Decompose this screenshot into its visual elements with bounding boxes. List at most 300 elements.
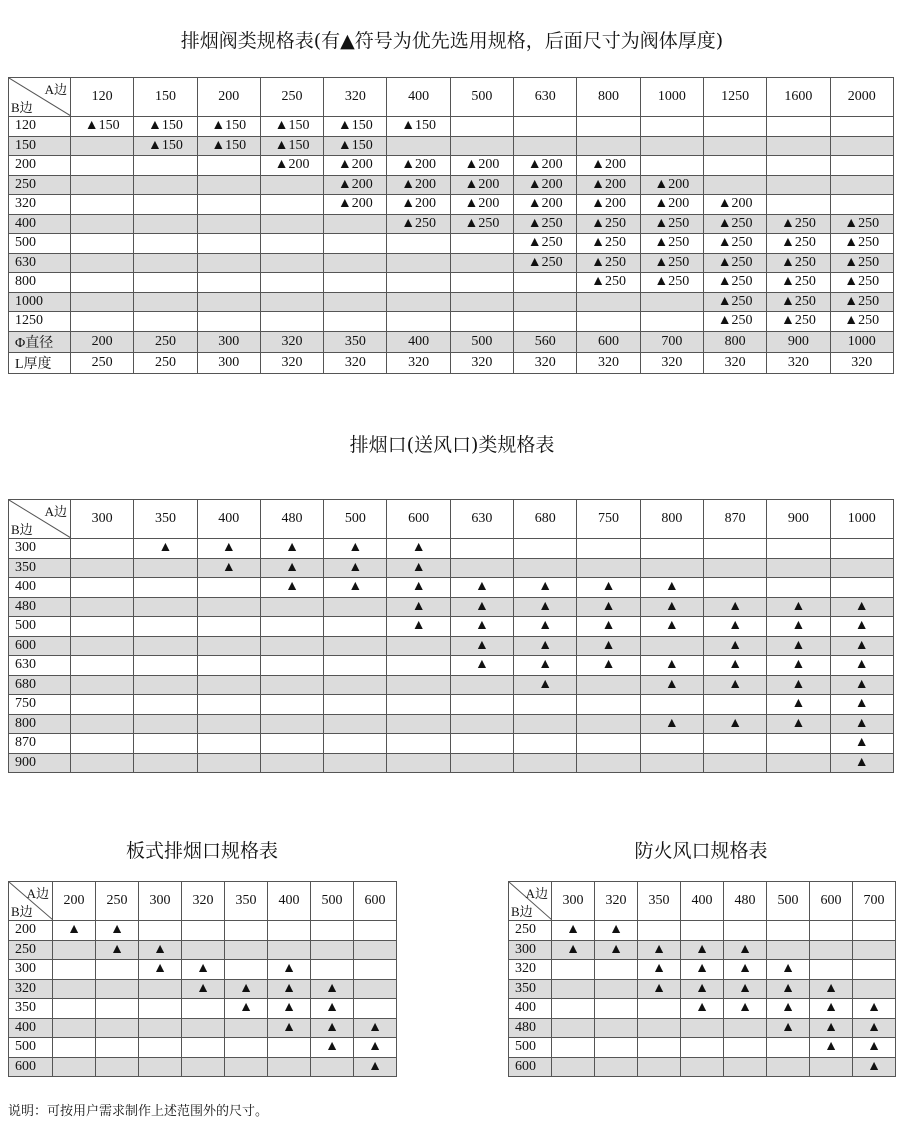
spec-mark-cell: ▲200	[514, 175, 577, 195]
spec-mark-cell: ▲	[767, 597, 830, 617]
spec-mark-cell: ▲200	[387, 195, 450, 215]
row-header: 500	[509, 1038, 552, 1058]
empty-cell	[197, 753, 260, 773]
row-header: 500	[9, 234, 71, 254]
empty-cell	[260, 175, 323, 195]
spec-mark-cell: ▲	[182, 960, 225, 980]
empty-cell	[96, 999, 139, 1019]
empty-cell	[640, 136, 703, 156]
empty-cell	[767, 175, 830, 195]
a-side-label: A边	[26, 886, 49, 901]
empty-cell	[552, 1038, 595, 1058]
column-header: 320	[182, 882, 225, 921]
spec-mark-cell: ▲250	[514, 234, 577, 254]
spec-mark-cell: ▲	[387, 597, 450, 617]
empty-cell	[450, 234, 513, 254]
spec-mark-cell: ▲200	[703, 195, 766, 215]
table-row	[9, 539, 894, 559]
empty-cell	[450, 292, 513, 312]
empty-cell	[577, 714, 640, 734]
empty-cell	[387, 136, 450, 156]
empty-cell	[387, 753, 450, 773]
empty-cell	[577, 695, 640, 715]
spec-mark-cell: ▲	[640, 656, 703, 676]
row-header: 320	[9, 195, 71, 215]
table-row	[509, 1057, 896, 1077]
row-header: 500	[9, 1038, 53, 1058]
empty-cell	[225, 1057, 268, 1077]
spec-mark-cell: ▲200	[450, 156, 513, 176]
spec-mark-cell: ▲	[197, 558, 260, 578]
spec-mark-cell: ▲200	[640, 195, 703, 215]
empty-cell	[703, 753, 766, 773]
spec-mark-cell: ▲	[638, 960, 681, 980]
spec-mark-cell: ▲200	[387, 156, 450, 176]
empty-cell	[324, 597, 387, 617]
empty-cell	[71, 734, 134, 754]
corner-cell	[9, 500, 71, 539]
empty-cell	[703, 539, 766, 559]
spec-mark-cell: ▲250	[450, 214, 513, 234]
empty-cell	[514, 312, 577, 332]
row-header: 250	[9, 940, 53, 960]
smoke-valve-spec-table	[8, 77, 894, 374]
column-header: 350	[225, 882, 268, 921]
spec-mark-cell: ▲	[810, 999, 853, 1019]
empty-cell	[354, 999, 397, 1019]
spec-mark-cell: ▲200	[260, 156, 323, 176]
spec-mark-cell: ▲	[640, 617, 703, 637]
spec-mark-cell: ▲250	[514, 253, 577, 273]
empty-cell	[724, 1038, 767, 1058]
empty-cell	[514, 136, 577, 156]
empty-cell	[450, 558, 513, 578]
spec-mark-cell: ▲	[53, 921, 96, 941]
column-header: 300	[552, 882, 595, 921]
row-header: 250	[9, 175, 71, 195]
empty-cell	[681, 1038, 724, 1058]
spec-mark-cell: ▲	[387, 539, 450, 559]
spec-mark-cell: ▲	[638, 940, 681, 960]
spec-mark-cell: ▲150	[134, 117, 197, 137]
row-header: 500	[9, 617, 71, 637]
column-header: 200	[197, 78, 260, 117]
empty-cell	[311, 921, 354, 941]
column-header: 480	[724, 882, 767, 921]
column-header: 600	[354, 882, 397, 921]
empty-cell	[197, 253, 260, 273]
empty-cell	[71, 234, 134, 254]
empty-cell	[134, 558, 197, 578]
empty-cell	[260, 273, 323, 293]
empty-cell	[134, 195, 197, 215]
empty-cell	[324, 292, 387, 312]
spec-mark-cell: ▲	[450, 617, 513, 637]
spec-mark-cell: ▲150	[324, 117, 387, 137]
spec-mark-cell: 600	[577, 331, 640, 352]
empty-cell	[640, 734, 703, 754]
empty-cell	[134, 656, 197, 676]
table-row	[509, 940, 896, 960]
footnote: 说明：可按用户需求制作上述范围外的尺寸。	[8, 1104, 269, 1119]
empty-cell	[767, 195, 830, 215]
empty-cell	[197, 578, 260, 598]
row-header: L厚度	[9, 352, 71, 373]
empty-cell	[139, 979, 182, 999]
empty-cell	[134, 734, 197, 754]
empty-cell	[197, 175, 260, 195]
spec-mark-cell: 560	[514, 331, 577, 352]
empty-cell	[830, 195, 893, 215]
spec-mark-cell: 320	[767, 352, 830, 373]
empty-cell	[197, 636, 260, 656]
empty-cell	[268, 1057, 311, 1077]
spec-mark-cell: ▲250	[767, 214, 830, 234]
empty-cell	[96, 1057, 139, 1077]
header-row	[9, 500, 894, 539]
empty-cell	[324, 214, 387, 234]
table4-title: 防火风口规格表	[634, 840, 768, 862]
b-side-label: B边	[11, 100, 33, 115]
column-header: 800	[577, 78, 640, 117]
column-header: 900	[767, 500, 830, 539]
empty-cell	[767, 1038, 810, 1058]
empty-cell	[134, 578, 197, 598]
empty-cell	[552, 960, 595, 980]
empty-cell	[225, 960, 268, 980]
table-row	[9, 273, 894, 293]
column-header: 1000	[830, 500, 893, 539]
row-header: 800	[9, 273, 71, 293]
empty-cell	[853, 940, 896, 960]
empty-cell	[767, 156, 830, 176]
empty-cell	[197, 312, 260, 332]
spec-mark-cell: ▲200	[577, 195, 640, 215]
empty-cell	[640, 695, 703, 715]
spec-mark-cell: ▲250	[577, 253, 640, 273]
spec-mark-cell: ▲	[514, 578, 577, 598]
corner-cell	[509, 882, 552, 921]
spec-mark-cell: 250	[71, 352, 134, 373]
empty-cell	[354, 960, 397, 980]
empty-cell	[260, 714, 323, 734]
table-row	[9, 156, 894, 176]
row-header: 900	[9, 753, 71, 773]
empty-cell	[134, 714, 197, 734]
table-row	[9, 940, 397, 960]
empty-cell	[767, 921, 810, 941]
spec-mark-cell: ▲	[260, 539, 323, 559]
column-header: 320	[595, 882, 638, 921]
column-header: 870	[703, 500, 766, 539]
spec-mark-cell: ▲	[724, 940, 767, 960]
empty-cell	[638, 921, 681, 941]
spec-mark-cell: ▲	[387, 617, 450, 637]
row-header: 150	[9, 136, 71, 156]
empty-cell	[197, 714, 260, 734]
spec-mark-cell: ▲	[354, 1018, 397, 1038]
spec-mark-cell: ▲	[311, 999, 354, 1019]
row-header: 680	[9, 675, 71, 695]
spec-mark-cell: ▲	[311, 1038, 354, 1058]
spec-mark-cell: ▲250	[577, 214, 640, 234]
spec-mark-cell: ▲	[830, 597, 893, 617]
table-row	[9, 999, 397, 1019]
empty-cell	[703, 578, 766, 598]
empty-cell	[450, 734, 513, 754]
empty-cell	[703, 117, 766, 137]
spec-mark-cell: ▲	[324, 558, 387, 578]
empty-cell	[324, 234, 387, 254]
empty-cell	[197, 292, 260, 312]
empty-cell	[134, 617, 197, 637]
table-row	[9, 714, 894, 734]
empty-cell	[53, 999, 96, 1019]
empty-cell	[552, 999, 595, 1019]
spec-mark-cell: ▲200	[450, 175, 513, 195]
empty-cell	[71, 617, 134, 637]
empty-cell	[552, 979, 595, 999]
empty-cell	[387, 292, 450, 312]
table-row	[9, 175, 894, 195]
spec-mark-cell: ▲	[853, 999, 896, 1019]
empty-cell	[514, 292, 577, 312]
spec-mark-cell: ▲	[853, 1018, 896, 1038]
empty-cell	[197, 695, 260, 715]
spec-mark-cell: ▲	[134, 539, 197, 559]
empty-cell	[595, 1018, 638, 1038]
empty-cell	[268, 940, 311, 960]
spec-mark-cell: ▲	[552, 940, 595, 960]
empty-cell	[260, 656, 323, 676]
table-row	[9, 1018, 397, 1038]
empty-cell	[260, 195, 323, 215]
empty-cell	[595, 979, 638, 999]
spec-mark-cell: ▲	[767, 656, 830, 676]
row-header: 750	[9, 695, 71, 715]
spec-mark-cell: 320	[387, 352, 450, 373]
spec-mark-cell: ▲	[514, 675, 577, 695]
empty-cell	[324, 312, 387, 332]
empty-cell	[71, 292, 134, 312]
spec-mark-cell: ▲	[387, 558, 450, 578]
column-header: 1600	[767, 78, 830, 117]
column-header: 600	[810, 882, 853, 921]
spec-mark-cell: ▲	[450, 636, 513, 656]
spec-mark-cell: ▲	[225, 999, 268, 1019]
empty-cell	[260, 292, 323, 312]
empty-cell	[260, 636, 323, 656]
empty-cell	[225, 921, 268, 941]
empty-cell	[354, 979, 397, 999]
spec-mark-cell: ▲	[595, 921, 638, 941]
table-row	[9, 960, 397, 980]
table-row	[509, 960, 896, 980]
empty-cell	[139, 999, 182, 1019]
spec-mark-cell: ▲	[640, 675, 703, 695]
spec-mark-cell: ▲	[450, 597, 513, 617]
empty-cell	[638, 1018, 681, 1038]
spec-mark-cell: ▲250	[387, 214, 450, 234]
empty-cell	[71, 539, 134, 559]
empty-cell	[260, 214, 323, 234]
spec-mark-cell: ▲250	[767, 312, 830, 332]
spec-mark-cell: ▲250	[703, 234, 766, 254]
empty-cell	[552, 1018, 595, 1038]
empty-cell	[260, 753, 323, 773]
spec-mark-cell: ▲	[724, 999, 767, 1019]
column-header: 480	[260, 500, 323, 539]
empty-cell	[71, 695, 134, 715]
spec-mark-cell: ▲	[268, 960, 311, 980]
empty-cell	[71, 656, 134, 676]
row-header: 630	[9, 253, 71, 273]
table-row	[9, 136, 894, 156]
empty-cell	[324, 734, 387, 754]
empty-cell	[853, 960, 896, 980]
spec-mark-cell: ▲	[514, 597, 577, 617]
empty-cell	[134, 234, 197, 254]
empty-cell	[311, 940, 354, 960]
spec-mark-cell: 400	[387, 331, 450, 352]
spec-mark-cell: ▲	[311, 1018, 354, 1038]
spec-mark-cell: ▲	[577, 636, 640, 656]
spec-mark-cell: ▲	[767, 1018, 810, 1038]
empty-cell	[197, 195, 260, 215]
empty-cell	[830, 175, 893, 195]
empty-cell	[767, 136, 830, 156]
empty-cell	[640, 312, 703, 332]
empty-cell	[640, 292, 703, 312]
spec-mark-cell: 200	[71, 331, 134, 352]
spec-mark-cell: 350	[324, 331, 387, 352]
table-row	[9, 214, 894, 234]
empty-cell	[71, 597, 134, 617]
empty-cell	[324, 714, 387, 734]
empty-cell	[324, 695, 387, 715]
empty-cell	[324, 617, 387, 637]
empty-cell	[640, 753, 703, 773]
spec-mark-cell: ▲	[830, 734, 893, 754]
spec-mark-cell: ▲	[853, 1057, 896, 1077]
column-header: 250	[260, 78, 323, 117]
table-row	[9, 1057, 397, 1077]
empty-cell	[139, 1018, 182, 1038]
empty-cell	[311, 960, 354, 980]
empty-cell	[324, 753, 387, 773]
spec-mark-cell: ▲250	[514, 214, 577, 234]
spec-mark-cell: ▲	[268, 1018, 311, 1038]
row-header: 250	[509, 921, 552, 941]
spec-mark-cell: ▲	[197, 539, 260, 559]
table-row	[509, 1038, 896, 1058]
spec-mark-cell: ▲250	[830, 292, 893, 312]
spec-mark-cell: ▲	[681, 979, 724, 999]
column-header: 500	[450, 78, 513, 117]
empty-cell	[71, 714, 134, 734]
spec-mark-cell: 500	[450, 331, 513, 352]
spec-mark-cell: ▲150	[260, 117, 323, 137]
row-header: 320	[509, 960, 552, 980]
spec-mark-cell: ▲200	[514, 195, 577, 215]
spec-mark-cell: ▲	[767, 999, 810, 1019]
table-row	[509, 921, 896, 941]
spec-mark-cell: ▲200	[324, 195, 387, 215]
empty-cell	[640, 558, 703, 578]
empty-cell	[724, 1057, 767, 1077]
empty-cell	[71, 175, 134, 195]
empty-cell	[853, 979, 896, 999]
spec-mark-cell: ▲150	[387, 117, 450, 137]
empty-cell	[577, 558, 640, 578]
empty-cell	[577, 292, 640, 312]
empty-cell	[767, 117, 830, 137]
table-row	[9, 253, 894, 273]
empty-cell	[225, 1038, 268, 1058]
empty-cell	[134, 675, 197, 695]
spec-mark-cell: 250	[134, 331, 197, 352]
empty-cell	[53, 1018, 96, 1038]
spec-mark-cell: ▲250	[767, 273, 830, 293]
empty-cell	[514, 558, 577, 578]
empty-cell	[577, 312, 640, 332]
spec-mark-cell: ▲	[830, 695, 893, 715]
table-row	[509, 999, 896, 1019]
spec-mark-cell: ▲250	[767, 253, 830, 273]
row-header: 200	[9, 921, 53, 941]
table-row	[9, 292, 894, 312]
empty-cell	[354, 940, 397, 960]
corner-cell	[9, 78, 71, 117]
table-row	[9, 331, 894, 352]
spec-mark-cell: ▲	[681, 960, 724, 980]
spec-mark-cell: 320	[450, 352, 513, 373]
column-header: 500	[767, 882, 810, 921]
empty-cell	[387, 273, 450, 293]
column-header: 680	[514, 500, 577, 539]
empty-cell	[830, 156, 893, 176]
empty-cell	[552, 1057, 595, 1077]
spec-mark-cell: ▲	[311, 979, 354, 999]
spec-mark-cell: ▲	[387, 578, 450, 598]
spec-mark-cell: ▲250	[703, 312, 766, 332]
spec-mark-cell: ▲	[324, 578, 387, 598]
spec-mark-cell: ▲	[260, 558, 323, 578]
empty-cell	[595, 999, 638, 1019]
row-header: 480	[509, 1018, 552, 1038]
empty-cell	[638, 1038, 681, 1058]
empty-cell	[767, 558, 830, 578]
empty-cell	[53, 979, 96, 999]
empty-cell	[387, 253, 450, 273]
spec-mark-cell: ▲	[139, 940, 182, 960]
row-header: Φ直径	[9, 331, 71, 352]
spec-mark-cell: ▲	[225, 979, 268, 999]
empty-cell	[53, 940, 96, 960]
empty-cell	[514, 539, 577, 559]
table-row	[9, 636, 894, 656]
spec-mark-cell: ▲	[450, 578, 513, 598]
empty-cell	[830, 578, 893, 598]
table-row	[9, 117, 894, 137]
spec-mark-cell: ▲250	[830, 214, 893, 234]
empty-cell	[724, 921, 767, 941]
table-row	[9, 617, 894, 637]
column-header: 350	[134, 500, 197, 539]
spec-mark-cell: ▲	[640, 597, 703, 617]
b-side-label: B边	[11, 904, 33, 919]
spec-mark-cell: ▲200	[450, 195, 513, 215]
